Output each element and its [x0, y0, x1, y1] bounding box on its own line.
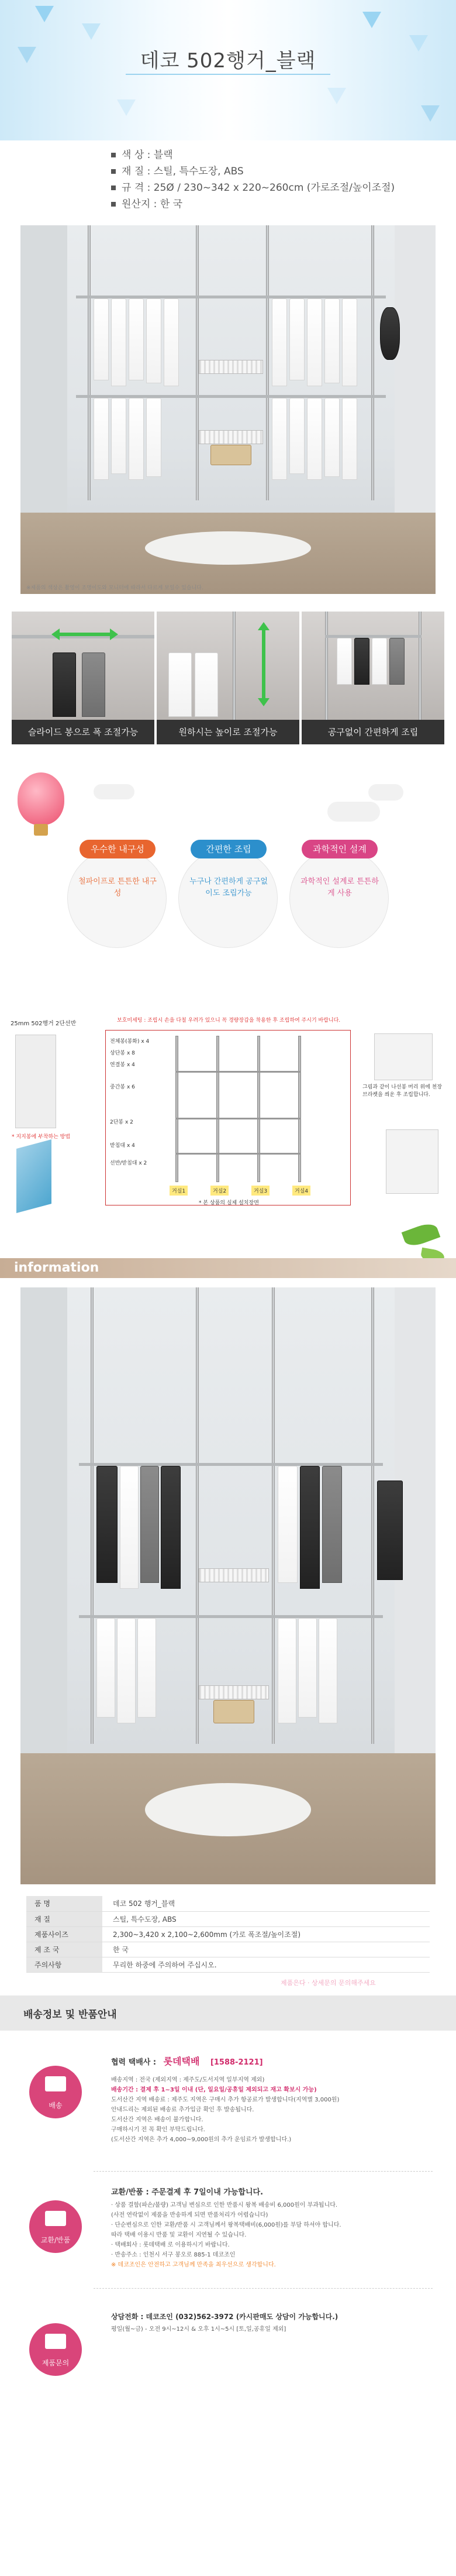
hero-banner: [0, 0, 456, 140]
decor-triangle: [362, 12, 381, 28]
table-row: 재 질 스틸, 특수도장, ABS: [26, 1911, 430, 1926]
return-icon: 교환/반품: [29, 2200, 82, 2253]
shipping-header: 배송정보 및 반품안내: [0, 1995, 456, 2031]
cs-title: 상담전화 : 데코조인 (032)562-3972 (카시판매도 상담이 가능합니다.): [111, 2313, 338, 2321]
height-arrow-icon: [262, 629, 265, 699]
feature-caption: 원하시는 높이로 조절가능: [157, 720, 299, 744]
position-tag: 거실2: [210, 1186, 229, 1196]
page-title: 데코 502행거_블랙: [140, 49, 316, 73]
part-label: 받침대 x 4: [110, 1143, 135, 1149]
product-photo: [20, 225, 436, 594]
diagram-right-note: 그림과 같이 나선봉 머리 위에 천장브라켓을 씌운 후 조립합니다.: [362, 1084, 443, 1098]
feature-photo: [12, 612, 154, 720]
part-label: 상단봉 x 8: [110, 1050, 135, 1056]
decor-triangle: [117, 99, 136, 116]
fastener-photo: [386, 1129, 438, 1194]
bracket-photo: [374, 1033, 433, 1080]
feature-caption: 공구없이 간편하게 조립: [302, 720, 444, 744]
diagram-bottom-note: * 본 상품의 실제 설치장면: [199, 1200, 259, 1206]
spec-list: [0, 140, 456, 215]
pole-clip-illustration: [16, 1139, 51, 1213]
info-table: [26, 1896, 430, 1973]
assembly-diagram: [0, 1012, 456, 1223]
info-footer-note: 제품은다 · 상세문의 문의해주세요: [281, 1979, 376, 1987]
feature-photo: [157, 612, 299, 720]
table-row: 주의사항 무리한 하중에 주의하여 주십시오.: [26, 1957, 430, 1972]
tools-note: * 지지봉에 부착하는 방법: [12, 1134, 71, 1140]
decor-triangle: [421, 105, 440, 122]
table-row: 제 조 국 한 국: [26, 1942, 430, 1957]
width-arrow-icon: [58, 633, 111, 636]
position-tag: 거실4: [292, 1186, 310, 1196]
position-tag: 거실1: [170, 1186, 188, 1196]
part-label: 선반/받침대 x 2: [110, 1160, 147, 1166]
feature-circle-durability: 우수한 내구성 철파이프로 튼튼한 내구성: [67, 849, 167, 948]
position-tag: 거실3: [251, 1186, 270, 1196]
feature-caption: 슬라이드 봉으로 폭 조절가능: [12, 720, 154, 744]
cloud-decor: [94, 784, 134, 799]
table-row: 품 명 데코 502 행거_블랙: [26, 1896, 430, 1911]
spec-row: 원산지 : 한 국: [111, 195, 182, 210]
return-info: · 상품 결함(파손/불량) 고객님 변심으로 인한 반품시 왕복 배송비 6,000원이 부과됩니다. (사전 연락없이 제품을 반송하게 되면 반품처리가 어렵습니다) · 단순변심으로 인한 교환/반품 시 고객님께서 왕복택배비(6,000원)를 부담 하셔야 합니다. 따라 택배 이용시 반품 및 교환이 지연될 수 있습니다. · 택배회사 : 롯데택배 로 이용하시기 바랍니다. · 반송주소 : 인천시 서구 봉오로 885-1 데코조인 ※ 데코조인은 안전하고 고객님께 만족을 최우선으로 생각합니다.: [111, 2202, 341, 2268]
part-label: 중간봉 x 6: [110, 1084, 135, 1090]
decor-triangle: [327, 88, 346, 104]
cloud-decor: [327, 802, 380, 822]
return-title: 교환/반품 : 주문결제 후 7일이내 가능합니다.: [111, 2188, 264, 2197]
divider: [94, 2288, 433, 2289]
info-header: information: [0, 1258, 456, 1278]
part-photo: [15, 1035, 56, 1128]
table-row: 제품사이즈 2,300~3,420 x 2,100~2,600mm (가로 폭조절/높이조절): [26, 1926, 430, 1942]
cloud-decor: [368, 784, 403, 801]
feature-circle-design: 과학적인 설계 과학적인 설계로 튼튼하게 사용: [289, 849, 389, 948]
part-label: 2단봉 x 2: [110, 1119, 133, 1125]
decor-triangle: [82, 23, 101, 40]
cs-icon: 제품문의: [29, 2323, 82, 2376]
courier-line: 협력 택배사 : 롯데택배 [1588-2121]: [111, 2056, 263, 2067]
part-label: 연결봉 x 4: [110, 1062, 135, 1068]
balloon-illustration: [6, 767, 76, 854]
delivery-info: 배송지역 : 전국 (제외지역 : 제주도/도서지역 일부지역 제외) 배송기간 : 결제 후 1~3일 이내 (단, 일요일/공휴일 제외되고 재고 확보시 가능) 도서산간 지역 배송료 : 제주도 지역은 구매시 추가 항공료가 발생합니다(지역별 3,000원) 안내드리는 제외된 배송료 추가입금 확인 후 발송됩니다. 도서산간 지역은 배송이 불가합니다. 구매하시기 전 꼭 확인 부탁드립니다. (도서산간 지역은 추가 4,000~9,000원의 추가 운임료가 발생합니다.): [111, 2077, 340, 2143]
title-underline: [126, 74, 330, 75]
spec-row: 색 상 : 블랙: [111, 146, 173, 161]
leaf-decor: [402, 1221, 441, 1249]
diagram-left-label: 25mm 502행거 2단선반: [11, 1021, 77, 1027]
diagram-top-note: 보호미세팅 : 조립시 손을 다칠 우려가 있으니 꼭 경량장갑을 착용한 후 조립하여 주시기 바랍니다.: [117, 1018, 341, 1023]
info-product-photo: [20, 1287, 436, 1884]
feature-circle-assembly: 간편한 조립 누구나 간편하게 공구없이도 조립가능: [178, 849, 278, 948]
spec-row: 재 질 : 스틸, 특수도장, ABS: [111, 163, 244, 177]
decor-triangle: [35, 6, 54, 22]
feature-photo: [302, 612, 444, 720]
photo-caption: ※제품의 색상은 촬영이 조명이도와 모니터에 따라서 다르게 보일수 있습니다.: [26, 585, 203, 591]
divider: [94, 2171, 433, 2172]
spec-row: 규 격 : 25Ø / 230~342 x 220~260cm (가로조절/높이조절): [111, 179, 395, 194]
part-label: 전체봉(봉화) x 4: [110, 1039, 150, 1045]
cs-info: 평일(월~금) - 오전 9시~12시 & 오후 1시~5시 [토,일,공휴일 제외]: [111, 2326, 286, 2333]
delivery-truck-icon: 배송: [29, 2066, 82, 2118]
